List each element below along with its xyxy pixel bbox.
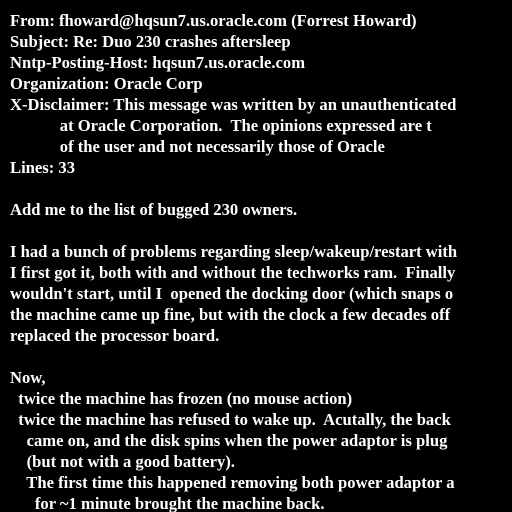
body-line: came on, and the disk spins when the power adaptor is plug [10,431,448,450]
body-line: I had a bunch of problems regarding sleep/wakeup/restart with [10,242,458,261]
header-disclaimer-continuation: at Oracle Corporation. The opinions expressed are t [10,116,432,135]
header-organization: Organization: Oracle Corp [10,74,203,93]
body-line: twice the machine has refused to wake up. Acutally, the back [10,410,451,429]
body-line: for ~1 minute brought the machine back. [10,494,325,512]
header-subject: Subject: Re: Duo 230 crashes aftersleep [10,32,291,51]
body-line: twice the machine has frozen (no mouse action) [10,389,353,408]
body-line: wouldn't start, until I opened the docking door (which snaps o [10,284,454,303]
body-line: (but not with a good battery). [10,452,235,471]
body-line: The first time this happened removing both power adaptor a [10,473,455,492]
body-line: replaced the processor board. [10,326,220,345]
header-disclaimer: X-Disclaimer: This message was written by an unauthenticated [10,95,457,114]
header-lines: Lines: 33 [10,158,75,177]
header-disclaimer-continuation: of the user and not necessarily those of Oracle [10,137,385,156]
body-line: Now, [10,368,46,387]
body-line: I first got it, both with and without the techworks ram. Finally [10,263,456,282]
body-line: Add me to the list of bugged 230 owners. [10,200,298,219]
header-nntp-posting-host: Nntp-Posting-Host: hqsun7.us.oracle.com [10,53,306,72]
header-from: From: fhoward@hqsun7.us.oracle.com (Forrest Howard) [10,11,417,30]
body-line: the machine came up fine, but with the clock a few decades off [10,305,451,324]
